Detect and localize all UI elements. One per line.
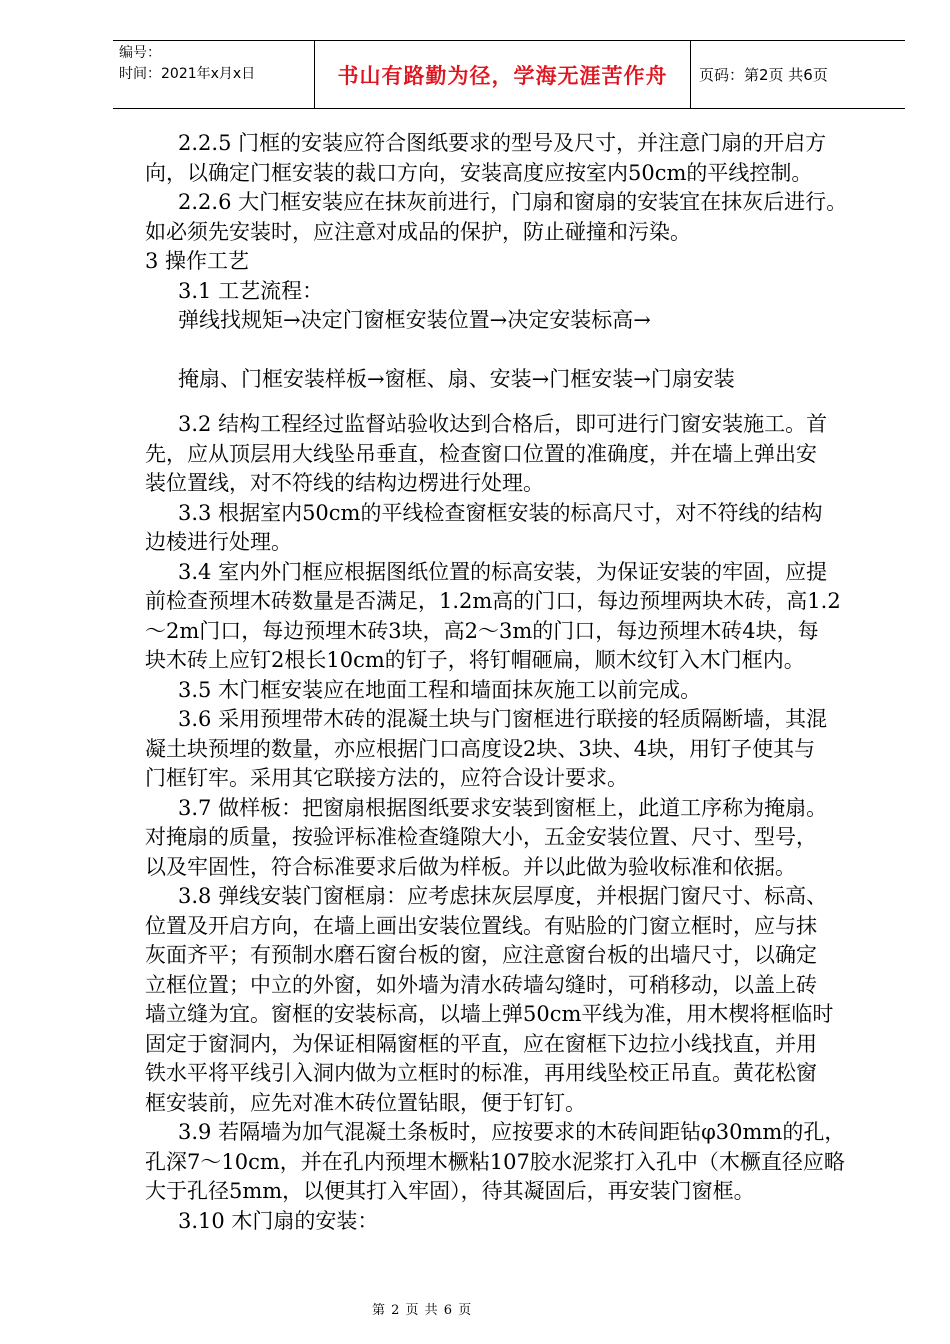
body-line: 位置及开启方向，在墙上画出安装位置线。有贴脸的门窗立框时，应与抹 — [145, 913, 817, 938]
body-line: 固定于窗洞内，为保证相隔窗框的平直，应在窗框下边拉小线找直，并用 — [145, 1031, 817, 1056]
body-line: 门框钉牢。采用其它联接方法的，应符合设计要求。 — [145, 766, 628, 790]
body-line: 灰面齐平；有预制水磨石窗台板的窗，应注意窗台板的出墙尺寸，以确定 — [145, 943, 817, 967]
body-line: 铁水平将平线引入洞内做为立框时的标准，再用线坠校正吊直。黄花松窗 — [145, 1061, 817, 1085]
body-line: 立框位置；中立的外窗，如外墙为清水砖墙勾缝时，可稍移动，以盖上砖 — [145, 972, 817, 997]
body-line: 大于孔径5mm，以便其打入牢固），待其凝固后，再安装门窗框。 — [145, 1179, 755, 1203]
body-line: 前检查预埋木砖数量是否满足，1.2m高的门口，每边预埋两块木砖，高1.2 — [145, 589, 841, 613]
body-line: 3.7 做样板：把窗扇根据图纸要求安装到窗框上，此道工序称为掩扇。 — [178, 795, 828, 820]
body-line: 3.4 室内外门框应根据图纸位置的标高安装，为保证安装的牢固，应提 — [178, 559, 828, 584]
body-line: 凝土块预埋的数量，亦应根据门口高度设2块、3块、4块，用钉子使其与 — [145, 736, 816, 761]
body-line: 3.1 工艺流程： — [178, 278, 324, 303]
body-line: 向，以确定门框安装的裁口方向，安装高度应按室内50cm的平线控制。 — [145, 160, 813, 185]
body-line: 对掩扇的质量，按验评标准检查缝隙大小，五金安装位置、尺寸、型号， — [145, 825, 817, 849]
body-line: 3.9 若隔墙为加气混凝土条板时，应按要求的木砖间距钻φ30mm的孔， — [178, 1120, 846, 1144]
body-line: 如必须先安装时，应注意对成品的保护，防止碰撞和污染。 — [145, 219, 691, 244]
body-line: 孔深7～10cm，并在孔内预埋木橛粘107胶水泥浆打入孔中（木橛直径应略 — [145, 1149, 845, 1174]
header-page-number: 页码：第2页 共6页 — [699, 66, 828, 84]
body-line: 3.3 根据室内50cm的平线检查窗框安装的标高尺寸，对不符线的结构 — [178, 500, 823, 525]
body-line: 3.8 弹线安装门窗框扇：应考虑抹灰层厚度，并根据门窗尺寸、标高、 — [178, 884, 828, 908]
body-line: 以及牢固性，符合标准要求后做为样板。并以此做为验收标准和依据。 — [145, 854, 796, 879]
spacer — [145, 394, 895, 410]
page-footer: 第 2 页 共 6 页 — [372, 1303, 473, 1318]
body-line: 2.2.5 门框的安装应符合图纸要求的型号及尺寸，并注意门扇的开启方 — [178, 131, 827, 155]
body-line: 装位置线，对不符线的结构边楞进行处理。 — [145, 471, 544, 495]
page-header — [113, 40, 905, 109]
header-motto: 书山有路勤为径，学海无涯苦作舟 — [315, 41, 691, 108]
process-flow-line: 弹线找规矩→决定门窗框安装位置→决定安装标高→ — [178, 308, 651, 332]
spacer — [145, 336, 895, 365]
header-info-cell — [113, 41, 315, 108]
body-line: 墙立缝为宜。窗框的安装标高，以墙上弹50cm平线为准，用木楔将框临时 — [145, 1002, 834, 1026]
body-line: 框安装前，应先对准木砖位置钻眼，便于钉钉。 — [145, 1090, 586, 1115]
section-heading: 3 操作工艺 — [145, 249, 250, 273]
body-line: 2.2.6 大门框安装应在抹灰前进行，门扇和窗扇的安装宜在抹灰后进行。 — [178, 190, 848, 214]
body-line: 3.10 木门扇的安装： — [178, 1208, 379, 1233]
document-body — [145, 129, 895, 1236]
body-line: 边棱进行处理。 — [145, 530, 292, 554]
body-line: 块木砖上应钉2根长10cm的钉子，将钉帽砸扁，顺木纹钉入木门框内。 — [145, 648, 805, 672]
body-line: 3.6 采用预埋带木砖的混凝土块与门窗框进行联接的轻质隔断墙，其混 — [178, 707, 828, 731]
time-label: 时间：2021年x月x日 — [119, 66, 256, 82]
body-line: 3.5 木门框安装应在地面工程和墙面抹灰施工以前完成。 — [178, 677, 702, 702]
body-line: 3.2 结构工程经过监督站验收达到合格后，即可进行门窗安装施工。首 — [178, 412, 828, 436]
body-line: ～2m门口，每边预埋木砖3块，高2～3m的门口，每边预埋木砖4块，每 — [145, 618, 819, 643]
body-line: 先，应从顶层用大线坠吊垂直，检查窗口位置的准确度，并在墙上弹出安 — [145, 441, 817, 466]
doc-number-label: 编号： — [119, 45, 161, 61]
process-flow-line: 掩扇、门框安装样板→窗框、扇、安装→门框安装→门扇安装 — [178, 366, 735, 391]
